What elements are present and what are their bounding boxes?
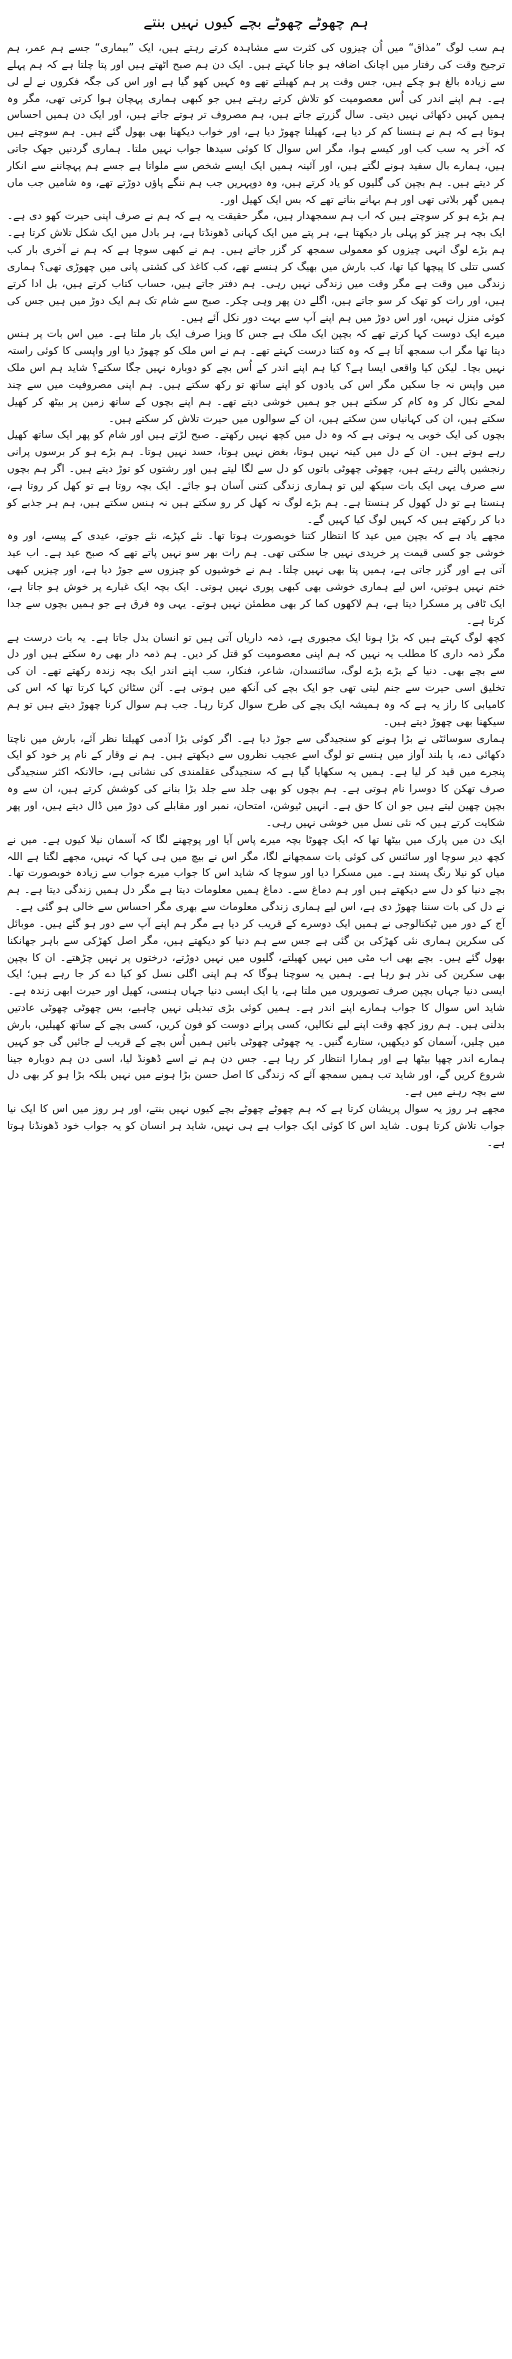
article-paragraph: مجھے یاد ہے کہ بچپن میں عید کا انتظار کتنا خوبصورت ہوتا تھا۔ نئے کپڑے، نئے جوتے، عیدی کے پیسے، اور وہ خوشی جو کسی قیمت پر خریدی نہیں جا سکتی تھی۔ ہم رات بھر سو نہیں پاتے تھے کہ صبح عید ہے۔ اب عید آتی ہے اور گزر جاتی ہے، ہمیں پتا بھی نہیں چلتا۔ ہم نے خوشیوں کو چیزوں سے جوڑ دیا ہے، اور چیزیں کبھی ختم نہیں ہوتیں، اس لیے ہماری خوشی بھی کبھی پوری نہیں ہوتی۔ ایک بچہ ایک غبارے پر خوش ہو جاتا ہے، ایک ٹافی پر مسکرا دیتا ہے، ہم لاکھوں کما کر بھی مطمئن نہیں ہوتے۔ یہی وہ فرق ہے جو ہمیں بچوں سے جدا کرتا ہے۔ — [7, 530, 505, 627]
article-title: ہم چھوٹے چھوٹے بچے کیوں نہیں بنتے — [143, 13, 369, 31]
article-paragraph: مجھے ہر روز یہ سوال پریشان کرتا ہے کہ ہم چھوٹے چھوٹے بچے کیوں نہیں بنتے، اور ہر روز میں اس کا ایک نیا جواب تلاش کرتا ہوں۔ شاید اس کا کوئی ایک جواب ہے ہی نہیں، شاید ہر انسان کو یہ جواب خود ڈھونڈنا ہوتا ہے۔ — [7, 1103, 505, 1149]
article-paragraph: ہم بڑے ہو کر سوچتے ہیں کہ اب ہم سمجھدار ہیں، مگر حقیقت یہ ہے کہ ہم نے صرف اپنی حیرت کھو دی ہے۔ ایک بچہ ہر چیز کو پہلی بار دیکھتا ہے، ہر پتے میں ایک کہانی ڈھونڈتا ہے، ہر بادل میں ایک شکل تلاش کرتا ہے۔ ہم بڑے لوگ انہی چیزوں کو معمولی سمجھ کر گزر جاتے ہیں۔ ہم نے کبھی سوچا ہے کہ ہم نے آخری بار کب کسی تتلی کا پیچھا کیا تھا، کب بارش میں بھیگ کر ہنسے تھے، کب کاغذ کی کشتی پانی میں چھوڑی تھی؟ ہماری زندگی میں وقت ہے مگر وقت میں زندگی نہیں رہی۔ ہم دفتر جاتے ہیں، حساب کتاب کرتے ہیں، بل ادا کرتے ہیں، اور رات کو تھک کر سو جاتے ہیں، اگلے دن پھر وہی چکر۔ صبح سے شام تک ہم ایک دوڑ میں ہیں جس کی کوئی منزل نہیں، اور اس دوڑ میں ہم اپنے آپ سے بہت دور نکل آئے ہیں۔ — [7, 210, 505, 324]
article-paragraph: آج کے دور میں ٹیکنالوجی نے ہمیں ایک دوسرے کے قریب کر دیا ہے مگر ہم اپنے آپ سے دور ہو گئے ہیں۔ موبائل کی سکرین ہماری نئی کھڑکی بن گئی ہے جس سے ہم دنیا کو دیکھتے ہیں، مگر اصل کھڑکی سے باہر جھانکنا بھول گئے ہیں۔ بچے بھی اب مٹی میں نہیں کھیلتے، گلیوں میں نہیں دوڑتے، درختوں پر نہیں چڑھتے۔ ان کا بچپن بھی سکرین کی نذر ہو رہا ہے۔ ہمیں یہ سوچنا ہوگا کہ ہم اپنی اگلی نسل کو کیا دے کر جا رہے ہیں؛ ایک ایسی دنیا جہاں بچپن صرف تصویروں میں ملتا ہے، یا ایک ایسی دنیا جہاں ہنسی، کھیل اور حیرت ابھی زندہ ہے۔ — [7, 917, 505, 998]
article-paragraph: بچوں کی ایک خوبی یہ ہوتی ہے کہ وہ دل میں کچھ نہیں رکھتے۔ صبح لڑتے ہیں اور شام کو پھر ایک ساتھ کھیل رہے ہوتے ہیں۔ ان کے دل میں کینہ نہیں ہوتا، بغض نہیں ہوتا، حسد نہیں ہوتا۔ ہم بڑے ہو کر برسوں پرانی رنجشیں پالتے رہتے ہیں، چھوٹی چھوٹی باتوں کو دل سے لگا لیتے ہیں اور رشتوں کو توڑ دیتے ہیں۔ اگر ہم بچوں سے صرف یہی ایک بات سیکھ لیں تو ہماری زندگی کتنی آسان ہو جائے۔ ایک بچہ روتا ہے تو کھل کر روتا ہے، ہنستا ہے تو دل کھول کر ہنستا ہے۔ ہم بڑے لوگ نہ کھل کر رو سکتے ہیں نہ ہنس سکتے ہیں، ہم ہر جذبے کو دبا کر رکھتے ہیں کہ کہیں لوگ کیا کہیں گے۔ — [7, 429, 505, 526]
article-paragraph: شاید اس سوال کا جواب ہمارے اپنے اندر ہے۔ ہمیں کوئی بڑی تبدیلی نہیں چاہیے، بس چھوٹی چھوٹی عادتیں بدلنی ہیں۔ ہم روز کچھ وقت اپنے لیے نکالیں، کسی پرانے دوست کو فون کریں، کسی بچے کے ساتھ کھیلیں، بارش میں چلیں، آسمان کو دیکھیں، ستارے گنیں۔ یہ چھوٹی چھوٹی باتیں ہمیں اُس بچے کے قریب لے جائیں گی جو کہیں ہمارے اندر چھپا بیٹھا ہے اور ہمارا انتظار کر رہا ہے۔ جس دن ہم نے اسے ڈھونڈ لیا، اسی دن ہم دوبارہ جینا شروع کریں گے، اور شاید تب ہمیں سمجھ آئے کہ زندگی کا اصل حسن بڑا ہونے میں نہیں بلکہ بڑا ہو کر بھی دل سے بچہ رہنے میں ہے۔ — [7, 1002, 505, 1099]
article-paragraph: کچھ لوگ کہتے ہیں کہ بڑا ہونا ایک مجبوری ہے، ذمہ داریاں آتی ہیں تو انسان بدل جاتا ہے۔ یہ بات درست ہے مگر ذمہ داری کا مطلب یہ نہیں کہ ہم اپنی معصومیت کو قتل کر دیں۔ ہم ذمہ دار بھی رہ سکتے ہیں اور دل سے بچے بھی۔ دنیا کے بڑے بڑے لوگ، سائنسدان، شاعر، فنکار، سب اپنے اندر ایک بچہ زندہ رکھتے تھے۔ ان کی تخلیق اسی حیرت سے جنم لیتی تھی جو ایک بچے کی آنکھ میں ہوتی ہے۔ آئن سٹائن کہا کرتا تھا کہ اس کی کامیابی کا راز یہ ہے کہ وہ ہمیشہ ایک بچے کی طرح سوال کرتا رہا۔ جب ہم سوال کرنا چھوڑ دیتے ہیں تو ہم سیکھنا بھی چھوڑ دیتے ہیں۔ — [7, 631, 505, 728]
article-body — [7, 40, 505, 1152]
article-paragraph: ہماری سوسائٹی نے بڑا ہونے کو سنجیدگی سے جوڑ دیا ہے۔ اگر کوئی بڑا آدمی کھیلتا نظر آئے، بارش میں ناچتا دکھائی دے، یا بلند آواز میں ہنسے تو لوگ اسے عجیب نظروں سے دیکھتے ہیں۔ ہم نے وقار کے نام پر خود کو ایک پنجرے میں قید کر لیا ہے۔ ہمیں یہ سکھایا گیا ہے کہ سنجیدگی عقلمندی کی نشانی ہے، حالانکہ اکثر سنجیدگی صرف تھکن کا دوسرا نام ہوتی ہے۔ ہم بچوں کو بھی جلد سے جلد بڑا بنانے کی کوشش کرتے ہیں، ان سے وہ بچپن چھین لیتے ہیں جو ان کا حق ہے۔ انہیں ٹیوشن، امتحان، نمبر اور مقابلے کی دوڑ میں ڈال دیتے ہیں، اور پھر شکایت کرتے ہیں کہ نئی نسل میں خوشی نہیں رہی۔ — [7, 732, 505, 829]
article-paragraph: میرے ایک دوست کہا کرتے تھے کہ بچپن ایک ملک ہے جس کا ویزا صرف ایک بار ملتا ہے۔ میں اس بات پر ہنس دیتا تھا مگر اب سمجھ آتا ہے کہ وہ کتنا درست کہتے تھے۔ ہم نے اس ملک کو چھوڑ دیا اور واپسی کا کوئی راستہ نہیں بچا۔ لیکن کیا واقعی ایسا ہے؟ کیا ہم اپنے اندر کے اُس بچے کو دوبارہ نہیں جگا سکتے؟ شاید ہم اس ملک میں واپس نہ جا سکیں مگر اس کی یادوں کو اپنے ساتھ تو رکھ سکتے ہیں۔ ہم اپنی مصروفیت میں سے چند لمحے نکال کر وہ کام کر سکتے ہیں جو ہمیں خوشی دیتے تھے۔ ہم اپنے بچوں کے ساتھ زمین پر بیٹھ کر کھیل سکتے ہیں، ان کی کہانیاں سن سکتے ہیں، ان کے سوالوں میں حیرت تلاش کر سکتے ہیں۔ — [7, 328, 505, 425]
article-paragraph: ہم سب لوگ ”مذاق“ میں اُن چیزوں کی کثرت سے مشاہدہ کرتے رہتے ہیں، ایک ”بیماری“ جسے ہم عمر، ہم ترجیح وقت کی رفتار میں اچانک اضافہ ہو جانا کہتے ہیں۔ ایک دن ہم صبح اٹھتے ہیں اور پتا چلتا ہے کہ ہم پہلے سے زیادہ بالغ ہو چکے ہیں، جس وقت پر ہم کھیلتے تھے وہ کہیں کھو گیا ہے اور اس کی جگہ فکروں نے لے لی ہے۔ ہم اپنے اندر کی اُس معصومیت کو تلاش کرتے رہتے ہیں جو کبھی ہماری پہچان ہوا کرتی تھی، مگر وہ ہمیں کہیں دکھائی نہیں دیتی۔ سال گزرتے جاتے ہیں، ہم مصروف تر ہوتے جاتے ہیں، اور ایک دن ہمیں احساس ہوتا ہے کہ ہم نے ہنسنا کم کر دیا ہے، کھیلنا چھوڑ دیا ہے، اور خواب دیکھنا بھی بھول گئے ہیں۔ ہم سوچتے ہیں کہ آخر یہ سب کب اور کیسے ہوا، مگر اس سوال کا کوئی سیدھا جواب نہیں ملتا۔ ہماری گردنیں جھک جاتی ہیں، ہمارے بال سفید ہونے لگتے ہیں، اور آئینہ ہمیں ایک ایسے شخص سے ملواتا ہے جسے ہم پہچاننے سے انکار کر دیتے ہیں۔ ہم بچپن کی گلیوں کو یاد کرتے ہیں، وہ دوپہریں جب ہم ننگے پاؤں دوڑتے تھے، وہ شامیں جب ماں ہمیں گھر بلاتی تھی اور ہم بہانے بناتے تھے کہ بس ایک کھیل اور۔ — [7, 42, 505, 206]
article-paragraph: ایک دن میں پارک میں بیٹھا تھا کہ ایک چھوٹا بچہ میرے پاس آیا اور پوچھنے لگا کہ آسمان نیلا کیوں ہے۔ میں نے کچھ دیر سوچا اور سائنس کی کوئی بات سمجھانے لگا، مگر اس نے بیچ میں ہی کہا کہ نہیں، مجھے لگتا ہے اللہ میاں کو نیلا رنگ پسند ہے۔ میں مسکرا دیا اور سوچا کہ شاید اس کا جواب میرے جواب سے زیادہ خوبصورت تھا۔ بچے دنیا کو دل سے دیکھتے ہیں اور ہم دماغ سے۔ دماغ ہمیں معلومات دیتا ہے مگر دل ہمیں زندگی دیتا ہے۔ ہم نے دل کی بات سننا چھوڑ دی ہے، اس لیے ہماری زندگی معلومات سے بھری مگر احساس سے خالی ہو گئی ہے۔ — [7, 833, 505, 914]
